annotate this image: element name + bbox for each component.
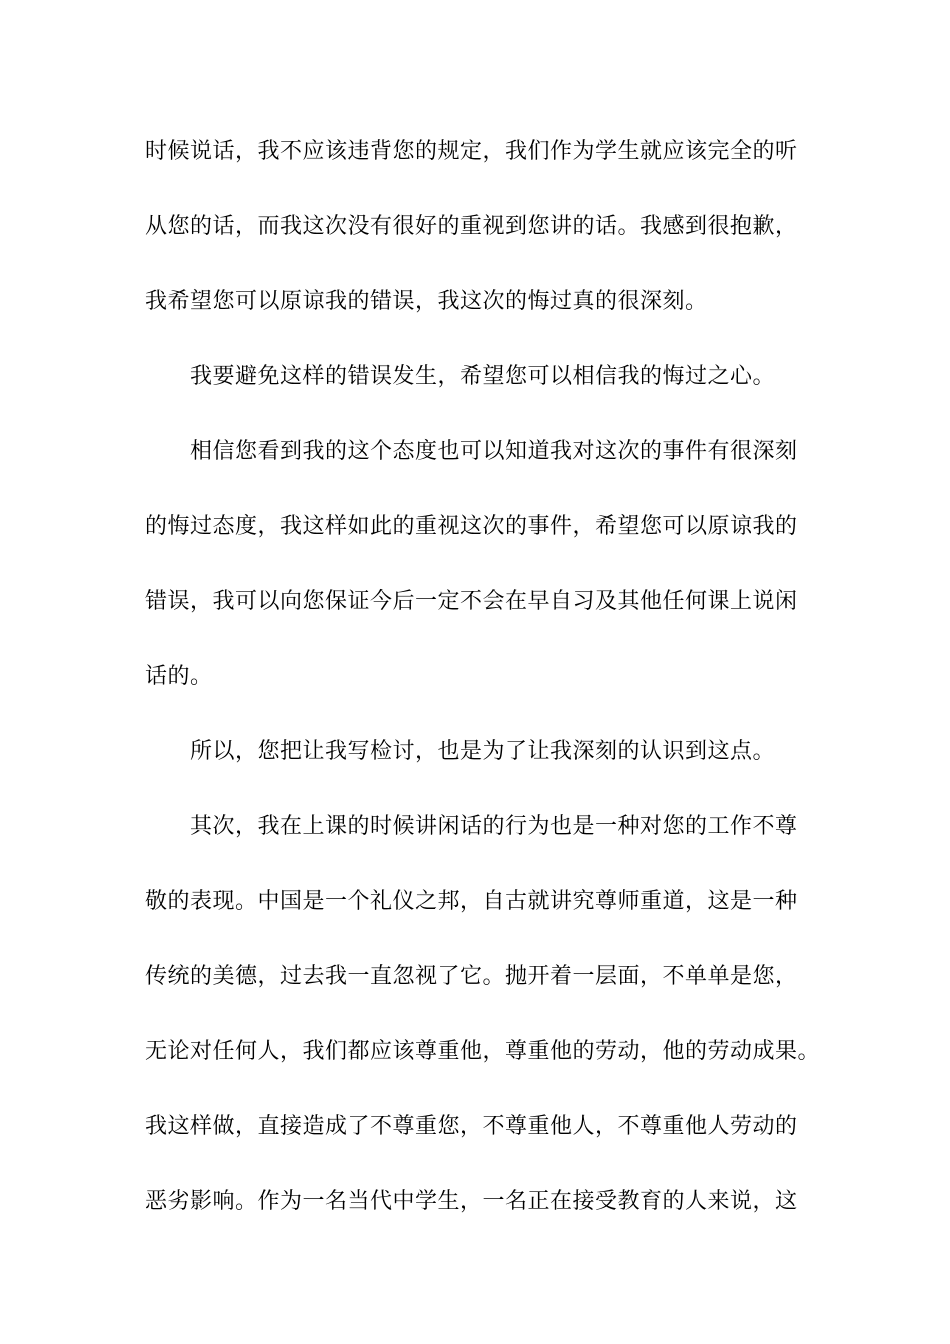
text-line: 传统的美德，过去我一直忽视了它。抛开着一层面，不单单是您， (145, 964, 798, 989)
text-line: 错误，我可以向您保证今后一定不会在早自习及其他任何课上说闲 (145, 589, 798, 614)
text-line: 的悔过态度，我这样如此的重视这次的事件，希望您可以原谅我的 (145, 514, 798, 539)
text-line: 敬的表现。中国是一个礼仪之邦，自古就讲究尊师重道，这是一种 (145, 889, 798, 914)
paragraph-start-line: 其次，我在上课的时候讲闲话的行为也是一种对您的工作不尊 (190, 814, 798, 839)
paragraph-start-line: 相信您看到我的这个态度也可以知道我对这次的事件有很深刻 (190, 439, 798, 464)
text-line: 从您的话，而我这次没有很好的重视到您讲的话。我感到很抱歉， (145, 214, 798, 239)
text-line: 无论对任何人，我们都应该尊重他，尊重他的劳动，他的劳动成果。 (145, 1039, 821, 1064)
paragraph-start-line: 所以，您把让我写检讨，也是为了让我深刻的认识到这点。 (190, 739, 776, 764)
text-line: 话的。 (145, 664, 213, 689)
paragraph-start-line: 我要避免这样的错误发生，希望您可以相信我的悔过之心。 (190, 364, 776, 389)
text-line: 时候说话，我不应该违背您的规定，我们作为学生就应该完全的听 (145, 139, 798, 164)
text-line: 恶劣影响。作为一名当代中学生，一名正在接受教育的人来说，这 (145, 1189, 798, 1214)
text-line: 我这样做，直接造成了不尊重您，不尊重他人，不尊重他人劳动的 (145, 1114, 798, 1139)
text-line: 我希望您可以原谅我的错误，我这次的悔过真的很深刻。 (145, 289, 708, 314)
